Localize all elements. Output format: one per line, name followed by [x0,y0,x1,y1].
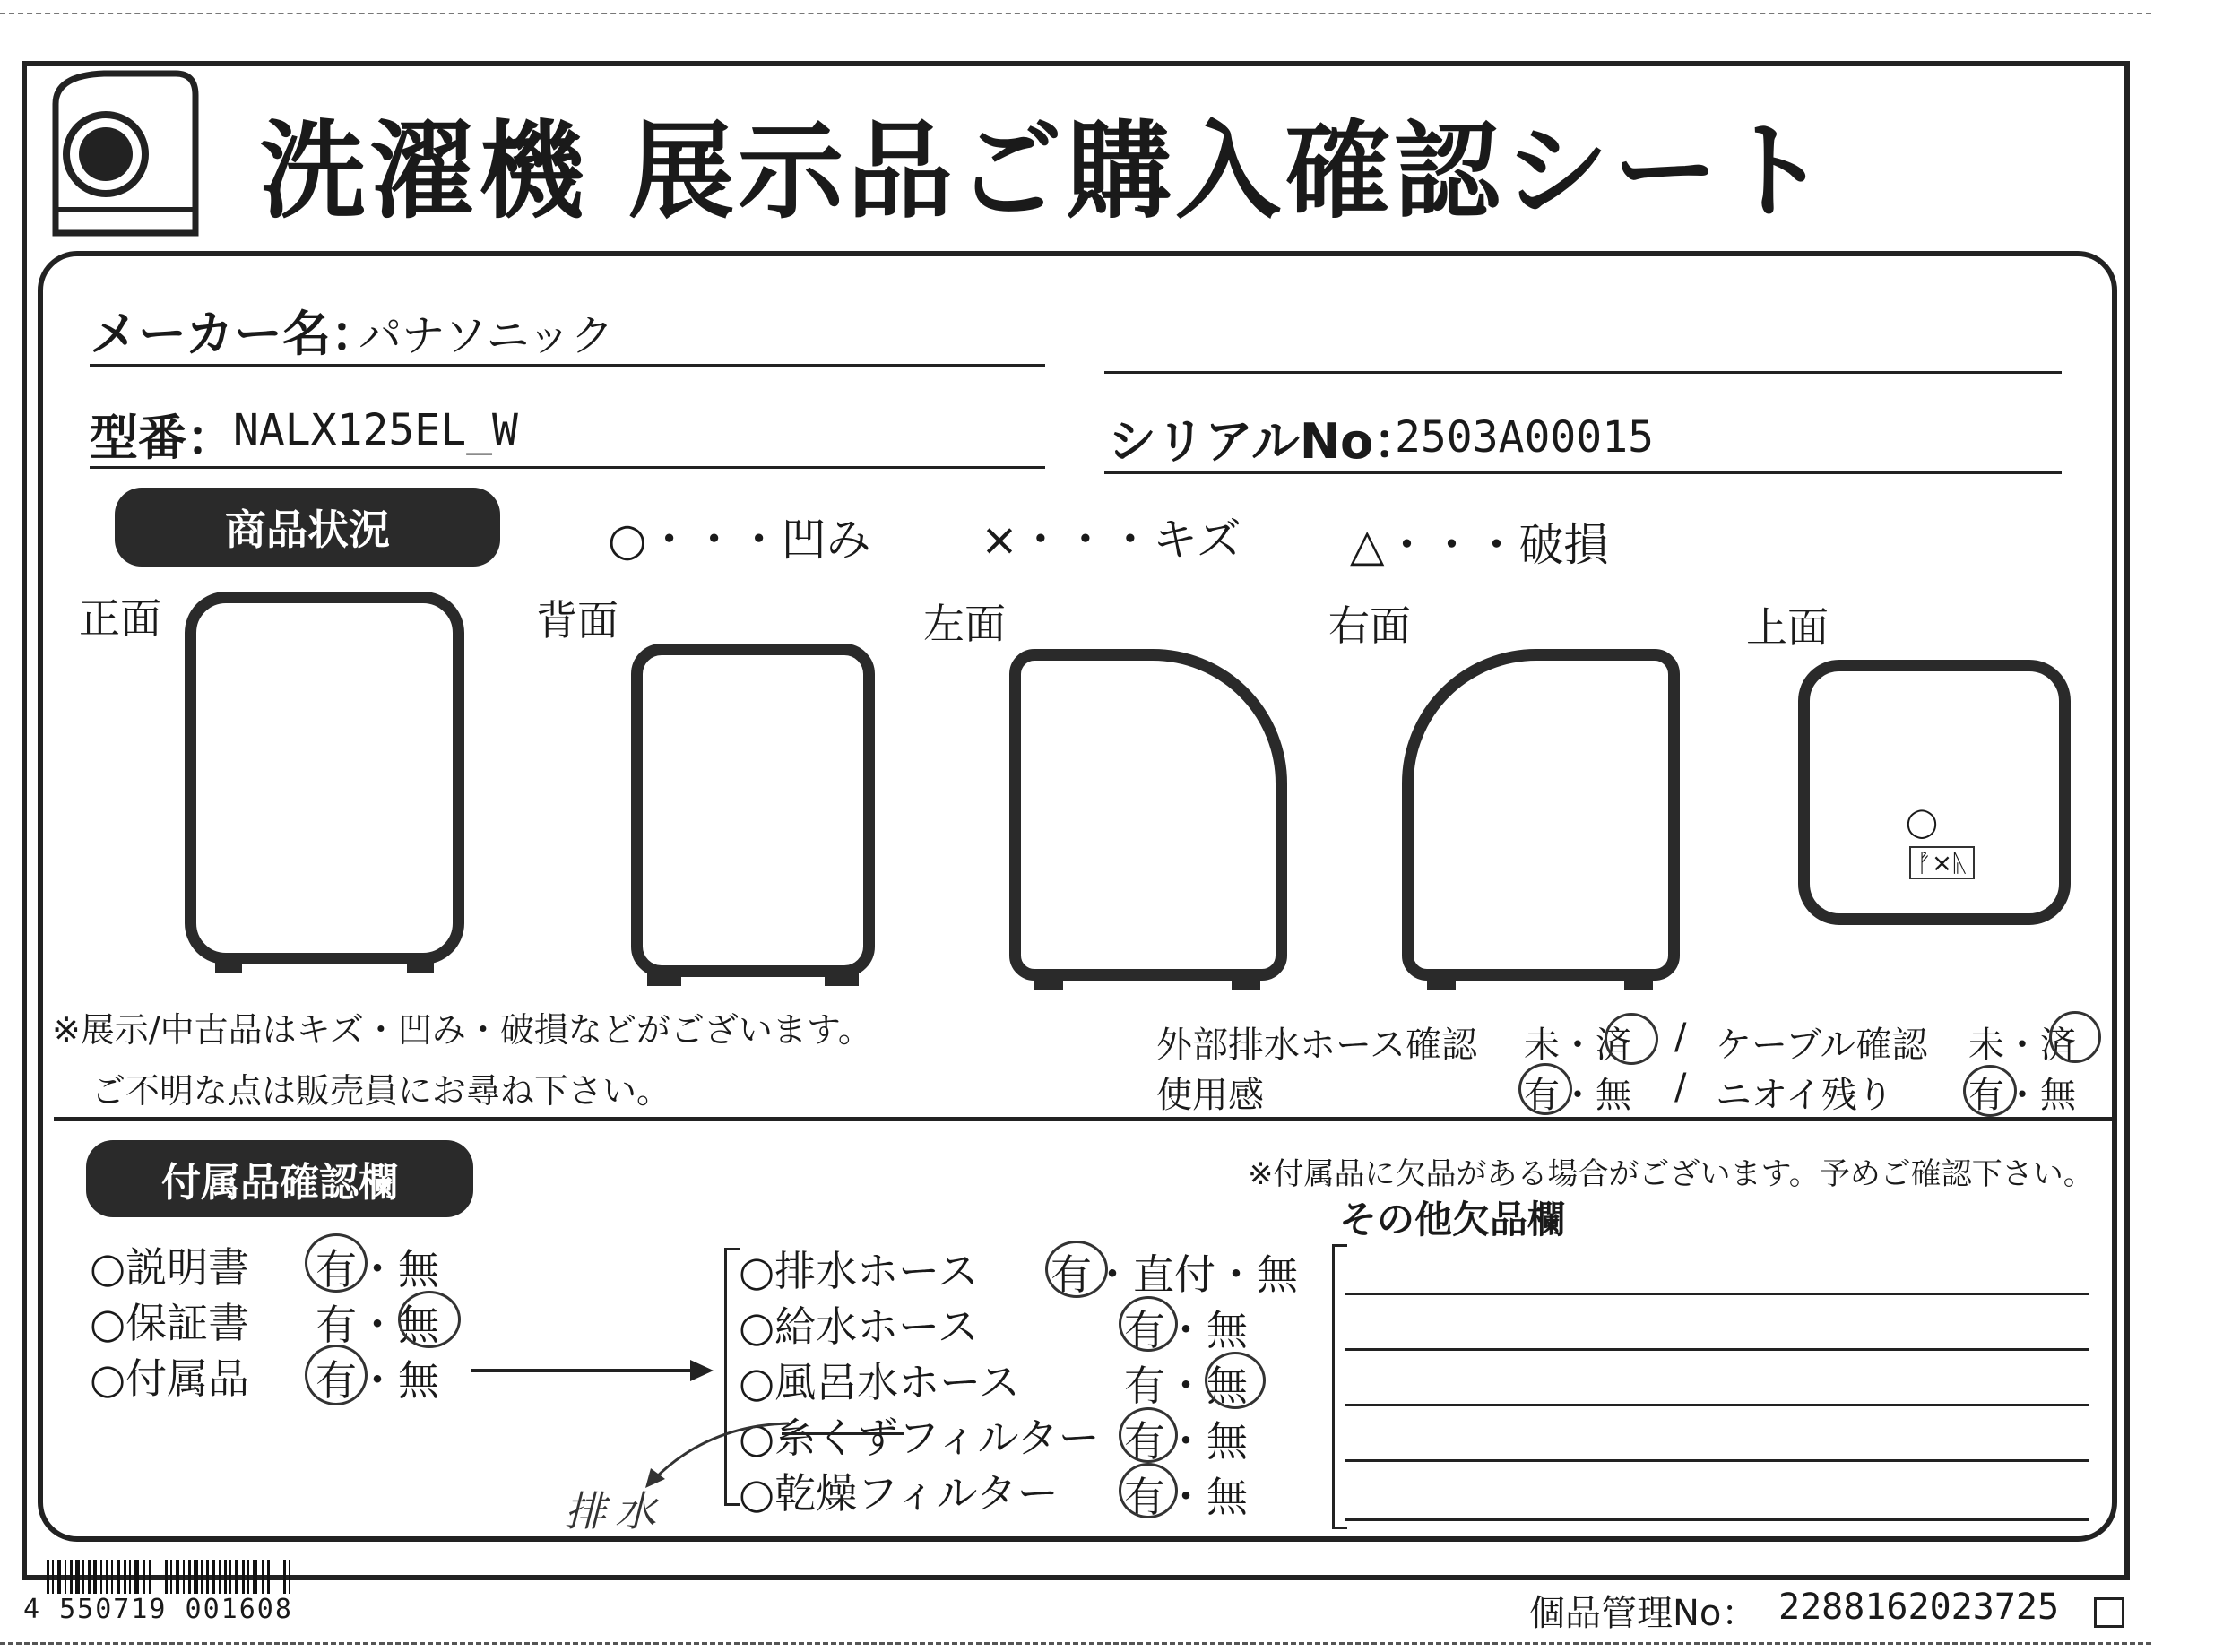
warranty-no-circle [398,1291,461,1348]
top-rule [0,13,2151,14]
blank-underline [1104,371,2062,374]
view-label-back: 背面 [536,596,618,644]
cable-done-circle [2049,1011,2101,1063]
usage-label: 使用感 [1156,1075,1264,1116]
left-foot-left [1034,977,1063,990]
missing-items-heading: その他欠品欄 [1339,1198,1566,1241]
cable-check-options[interactable]: 未・済 [1968,1025,2076,1066]
dry-filter-options[interactable]: 有・無 [1124,1473,1248,1521]
missing-line-5[interactable] [1345,1518,2089,1521]
missing-line-1[interactable] [1345,1293,2089,1295]
drain-hose-check-label: 外部排水ホース確認 [1156,1025,1477,1066]
lint-filter-yes-circle [1119,1407,1178,1463]
manual-yes-circle [305,1233,368,1293]
legend-damage: △・・・破損 [1350,519,1609,571]
usage-options[interactable]: 有・無 [1524,1075,1631,1116]
odor-label: ニオイ残り [1716,1075,1893,1116]
usage-yes-circle [1518,1063,1572,1115]
washing-machine-icon [50,68,201,238]
right-view-diagram[interactable] [1402,649,1680,981]
back-view-diagram[interactable] [631,644,875,977]
missing-line-3[interactable] [1345,1404,2089,1406]
warranty-label: ○保証書 [90,1299,250,1347]
bath-hose-options[interactable]: 有・無 [1124,1362,1248,1410]
top-mark-dent: ◯ [1906,805,1938,839]
notice-line-2: ご不明な点は販売員にお尋ね下さい。 [91,1071,671,1111]
drain-hose-check-options[interactable]: 未・済 [1524,1025,1631,1066]
lint-filter-strike [782,1432,904,1435]
warranty-options[interactable]: 有・無 [316,1301,439,1349]
missing-line-2[interactable] [1345,1348,2089,1351]
maker-underline [90,364,1045,367]
maker-value: パナソニック [359,311,614,361]
drain-hose-options[interactable]: 有・直付・無 [1051,1250,1298,1299]
odor-options[interactable]: 有・無 [1968,1075,2076,1116]
handwritten-note: 排水 [565,1487,665,1535]
left-view-diagram[interactable] [1009,649,1287,981]
notice-line-1: ※展示/中古品はキズ・凹み・破損などがございます。 [52,1010,872,1050]
serial-value: 2503A00015 [1395,412,1654,463]
row2-separator: / [1674,1067,1687,1108]
manual-label: ○説明書 [90,1243,250,1292]
dry-filter-label: ○乾燥フィルター [739,1469,1059,1518]
section-divider [54,1117,2112,1121]
view-label-left: 左面 [923,600,1006,648]
drain-hose-done-circle [1605,1013,1658,1065]
view-label-right: 右面 [1328,601,1411,650]
supply-hose-yes-circle [1119,1296,1178,1352]
item-no-value: 2288162023725 [1778,1587,2060,1628]
odor-yes-circle [1963,1065,2017,1117]
accessory-label: ○付属品 [90,1354,250,1403]
accessory-arrow [471,1357,714,1384]
drain-hose-label: ○排水ホース [739,1247,979,1295]
missing-line-4[interactable] [1345,1459,2089,1462]
serial-label: シリアルNo： [1108,413,1423,470]
dry-filter-yes-circle [1119,1463,1178,1518]
lint-filter-options[interactable]: 有・無 [1124,1417,1248,1466]
barcode-number: 4 550719 001608 [23,1594,293,1625]
manual-options[interactable]: 有・無 [316,1245,439,1293]
accessories-note: ※付属品に欠品がある場合がございます。予めご確認下さい。 [1248,1156,2094,1192]
drain-hose-yes-circle [1045,1241,1108,1298]
model-label: 型番： [90,410,235,466]
row1-separator: / [1674,1016,1687,1058]
view-label-top: 上面 [1746,603,1829,652]
footer-checkbox[interactable] [2094,1597,2124,1628]
model-underline [90,466,1045,469]
model-value: NALX125EL_W [233,405,518,455]
top-view-diagram[interactable] [1798,660,2071,925]
bottom-rule [0,1642,2151,1645]
back-foot-right [825,973,859,986]
right-foot-right [1624,977,1653,990]
bath-hose-label: ○風呂水ホース [739,1358,1020,1406]
back-foot-left [647,973,681,986]
lint-filter-label: ○糸くずフィルター [739,1414,1100,1462]
bath-hose-no-circle [1205,1352,1266,1409]
view-label-front: 正面 [79,594,161,643]
legend-scratch: ×・・・キズ [981,514,1241,566]
supply-hose-options[interactable]: 有・無 [1124,1306,1248,1354]
missing-items-bracket [1332,1244,1347,1529]
accessory-options[interactable]: 有・無 [316,1356,439,1405]
top-mark-scratch: ᚡ×ᚣ [1909,846,1975,879]
item-no-label: 個品管理No： [1529,1593,1758,1634]
front-foot-right [407,961,434,973]
front-view-diagram[interactable] [185,592,464,964]
accessories-heading: 付属品確認欄 [86,1140,473,1217]
accessory-yes-circle [305,1345,368,1405]
legend-dent: ○・・・凹み [608,514,871,566]
right-foot-left [1427,977,1456,990]
front-foot-left [215,961,242,973]
supply-hose-label: ○給水ホース [739,1302,979,1351]
condition-heading: 商品状況 [115,488,500,567]
left-foot-right [1232,977,1260,990]
cable-check-label: ケーブル確認 [1716,1025,1928,1066]
maker-label: メーカー名： [90,306,379,362]
page-title: 洗濯機 展示品ご購入確認シート [260,109,1832,233]
serial-underline [1104,471,2062,474]
